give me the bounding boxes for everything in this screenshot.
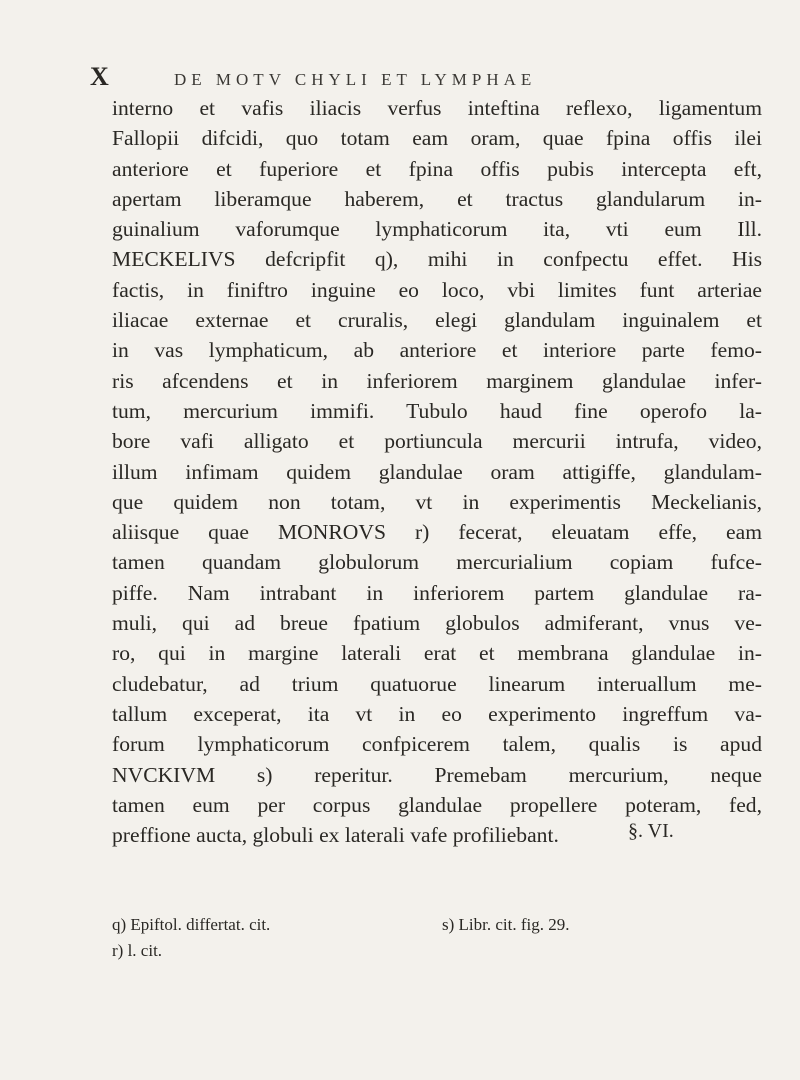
text-line: tallum exceperat, ita vt in eo experimento ingreffum va- — [112, 701, 762, 726]
text-line: muli, qui ad breue fpatium globulos admiferant, vnus ve- — [112, 611, 762, 636]
section-mark: §. VI. — [628, 820, 674, 842]
text-line: tum, mercurium immifi. Tubulo haud fine operofo la- — [112, 398, 762, 423]
text-line: factis, in finiftro inguine eo loco, vbi limites funt arteriae — [112, 277, 762, 302]
text-line: illum infimam quidem glandulae oram attigiffe, glandulam- — [112, 459, 762, 484]
body-text — [112, 93, 762, 850]
text-line: ris afcendens et in inferiorem marginem glandulae infer- — [112, 368, 762, 393]
text-line: cludebatur, ad trium quatuorue linearum interuallum me- — [112, 671, 762, 696]
running-title: DE MOTV CHYLI ET LYMPHAE — [174, 70, 537, 89]
text-line: in vas lymphaticum, ab anteriore et interiore parte femo- — [112, 338, 762, 363]
text-line: NVCKIVM s) reperitur. Premebam mercurium, neque — [112, 762, 762, 787]
text-line: apertam liberamque haberem, et tractus glandularum in- — [112, 186, 762, 211]
text-line: piffe. Nam intrabant in inferiorem partem glandulae ra- — [112, 580, 762, 605]
text-line: MECKELIVS defcripfit q), mihi in confpectu effet. His — [112, 247, 762, 272]
text-line: forum lymphaticorum confpicerem talem, qualis is apud — [112, 732, 762, 757]
footnote-s: s) Libr. cit. fig. 29. — [442, 915, 570, 934]
text-line: tamen eum per corpus glandulae propellere poteram, fed, — [112, 792, 762, 817]
text-line: guinalium vaforumque lymphaticorum ita, vti eum Ill. — [112, 217, 762, 242]
text-line: preffione aucta, globuli ex laterali vafe profiliebant. — [112, 823, 559, 848]
text-line: Fallopii difcidi, quo totam eam oram, quae fpina offis ilei — [112, 126, 762, 151]
text-line: iliacae externae et cruralis, elegi glandulam inguinalem et — [112, 308, 762, 333]
text-line: que quidem non totam, vt in experimentis Meckelianis, — [112, 489, 762, 514]
footnotes — [112, 912, 752, 964]
text-line: tamen quandam globulorum mercurialium copiam fufce- — [112, 550, 762, 575]
text-line: interno et vafis iliacis verfus inteftina reflexo, ligamentum — [112, 96, 762, 120]
text-line: bore vafi alligato et portiuncula mercurii intrufa, video, — [112, 429, 762, 454]
page-header — [90, 62, 730, 92]
footnote-r: r) l. cit. — [112, 941, 163, 960]
footnote-q: q) Epiftol. differtat. cit. — [112, 915, 271, 934]
text-line: aliisque quae MONROVS r) fecerat, eleuatam effe, eam — [112, 520, 762, 545]
text-line: anteriore et fuperiore et fpina offis pubis intercepta eft, — [112, 156, 762, 181]
page-number: X — [90, 62, 109, 91]
text-line: ro, qui in margine laterali erat et membrana glandulae in- — [112, 641, 762, 666]
